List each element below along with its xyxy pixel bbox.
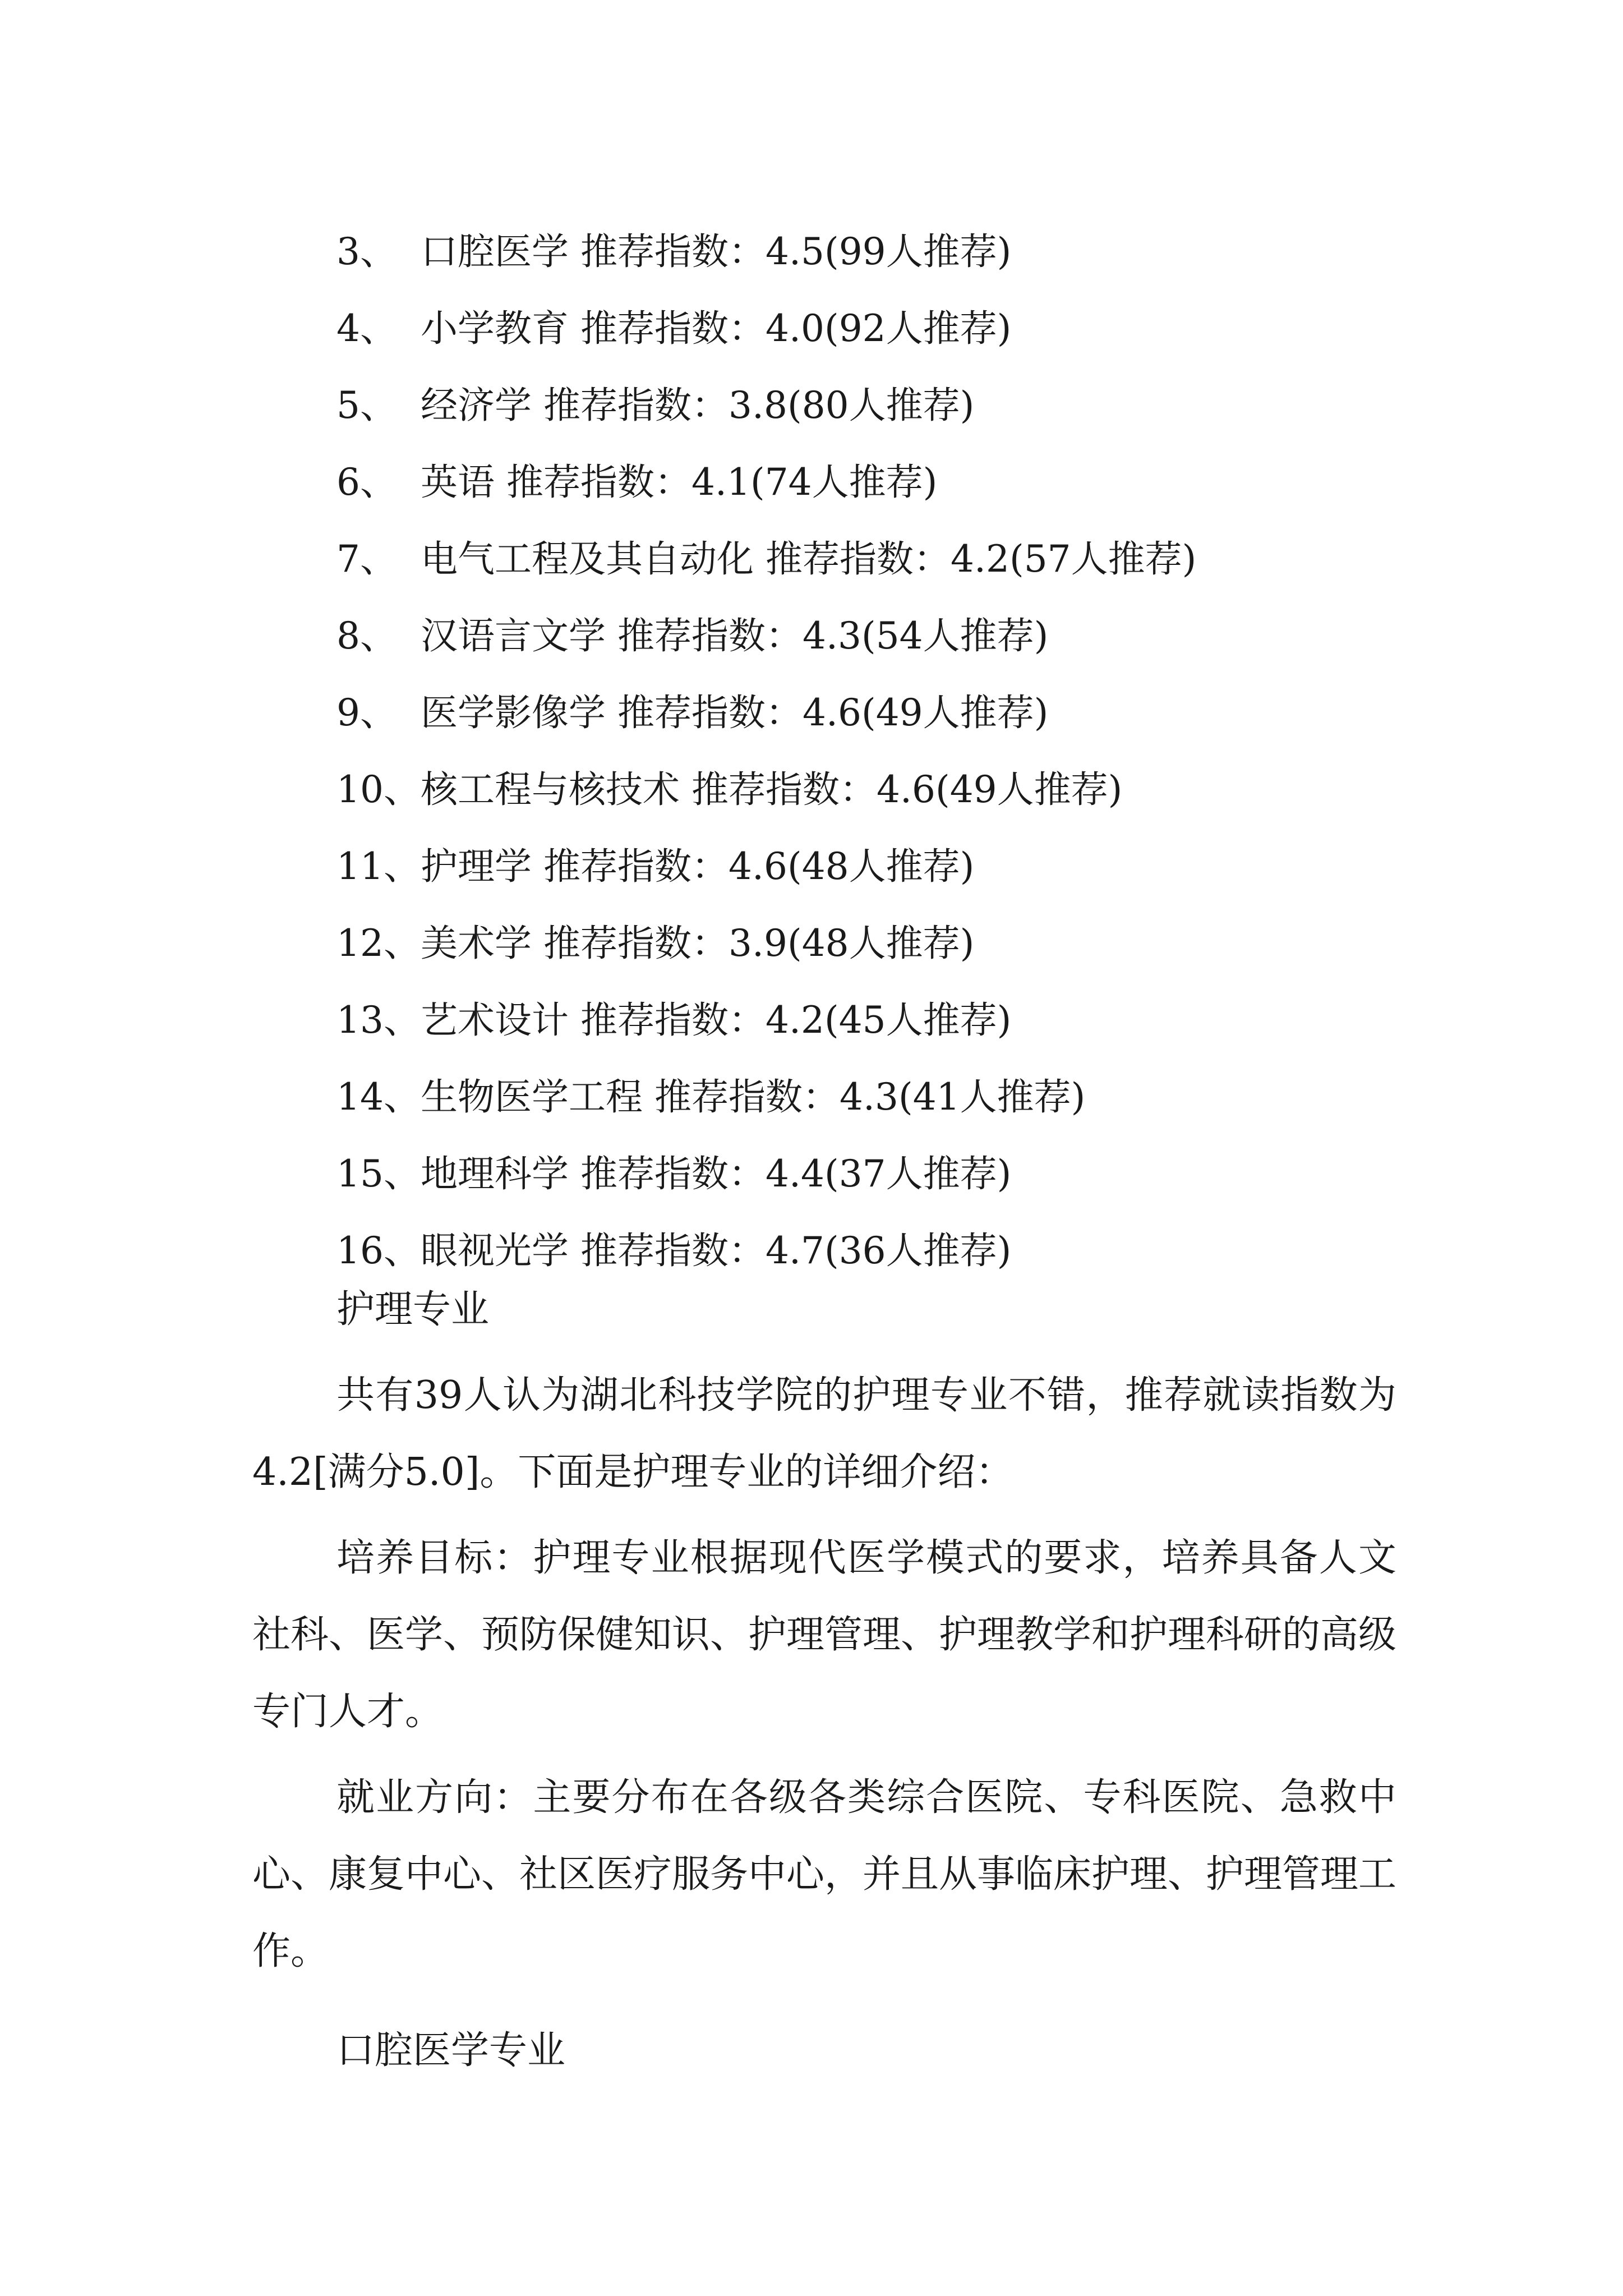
major-name: 电气工程及其自动化: [421, 537, 754, 581]
recommend-score: 推荐指数：4.2(45人推荐): [580, 999, 1012, 1042]
item-number: 14、: [336, 1075, 421, 1119]
item-number: 12、: [336, 922, 421, 965]
item-number: 6、: [336, 461, 397, 504]
list-item: [336, 828, 1196, 905]
nursing-intro-paragraph: 共有39人认为湖北科技学院的护理专业不错，推荐就读指数为4.2[满分5.0]。下面是护理专业的详细介绍：: [252, 1373, 1396, 1494]
section-heading-stomatology: 口腔医学专业: [336, 2028, 566, 2073]
recommend-score: 推荐指数：4.3(54人推荐): [617, 614, 1049, 657]
list-item: [336, 982, 1196, 1059]
nursing-goal-paragraph: 培养目标：护理专业根据现代医学模式的要求，培养具备人文社科、医学、预防保健知识、护理管理、护理教学和护理科研的高级专门人才。: [252, 1536, 1397, 1734]
recommend-score: 推荐指数：3.8(80人推荐): [543, 384, 975, 427]
item-number: 5、: [336, 384, 397, 427]
major-name: 汉语言文学: [421, 614, 606, 657]
list-item: [336, 905, 1196, 982]
nursing-career-paragraph: 就业方向：主要分布在各级各类综合医院、专科医院、急救中心、康复中心、社区医疗服务中心，并且从事临床护理、护理管理工作。: [252, 1775, 1397, 1973]
recommend-score: 推荐指数：4.6(49人推荐): [691, 768, 1123, 811]
major-name: 口腔医学: [421, 230, 569, 273]
item-number: 9、: [336, 691, 397, 734]
major-name: 生物医学工程: [421, 1075, 643, 1119]
list-item: [336, 597, 1196, 674]
major-name: 地理科学: [421, 1152, 569, 1195]
list-item: [336, 751, 1196, 828]
recommend-score: 推荐指数：4.4(37人推荐): [580, 1152, 1012, 1195]
item-number: 16、: [336, 1229, 421, 1272]
list-item: [336, 521, 1196, 597]
item-number: 7、: [336, 537, 397, 581]
list-item: [336, 367, 1196, 444]
item-number: 3、: [336, 230, 397, 273]
list-item: [336, 290, 1196, 367]
major-name: 小学教育: [421, 307, 569, 350]
body-text: [252, 1271, 1396, 2089]
major-ranking-list: [336, 213, 1196, 1289]
recommend-score: 推荐指数：4.5(99人推荐): [580, 230, 1012, 273]
major-name: 眼视光学: [421, 1229, 569, 1272]
section-heading-nursing: 护理专业: [336, 1287, 490, 1332]
item-number: 11、: [336, 845, 421, 888]
item-number: 13、: [336, 999, 421, 1042]
major-name: 护理学: [421, 845, 532, 888]
item-number: 8、: [336, 614, 397, 657]
recommend-score: 推荐指数：4.1(74人推荐): [506, 461, 938, 504]
list-item: [336, 444, 1196, 521]
major-name: 医学影像学: [421, 691, 606, 734]
list-item: [336, 1059, 1196, 1135]
major-name: 美术学: [421, 922, 532, 965]
recommend-score: 推荐指数：4.6(48人推荐): [543, 845, 975, 888]
recommend-score: 推荐指数：4.0(92人推荐): [580, 307, 1012, 350]
major-name: 经济学: [421, 384, 532, 427]
recommend-score: 推荐指数：4.6(49人推荐): [617, 691, 1049, 734]
list-item: [336, 674, 1196, 751]
recommend-score: 推荐指数：4.3(41人推荐): [654, 1075, 1086, 1119]
recommend-score: 推荐指数：4.2(57人推荐): [765, 537, 1197, 581]
item-number: 10、: [336, 768, 421, 811]
major-name: 核工程与核技术: [421, 768, 680, 811]
list-item: [336, 213, 1196, 290]
recommend-score: 推荐指数：4.7(36人推荐): [580, 1229, 1012, 1272]
major-name: 艺术设计: [421, 999, 569, 1042]
item-number: 15、: [336, 1152, 421, 1195]
major-name: 英语: [421, 461, 495, 504]
item-number: 4、: [336, 307, 397, 350]
list-item: [336, 1135, 1196, 1212]
recommend-score: 推荐指数：3.9(48人推荐): [543, 922, 975, 965]
